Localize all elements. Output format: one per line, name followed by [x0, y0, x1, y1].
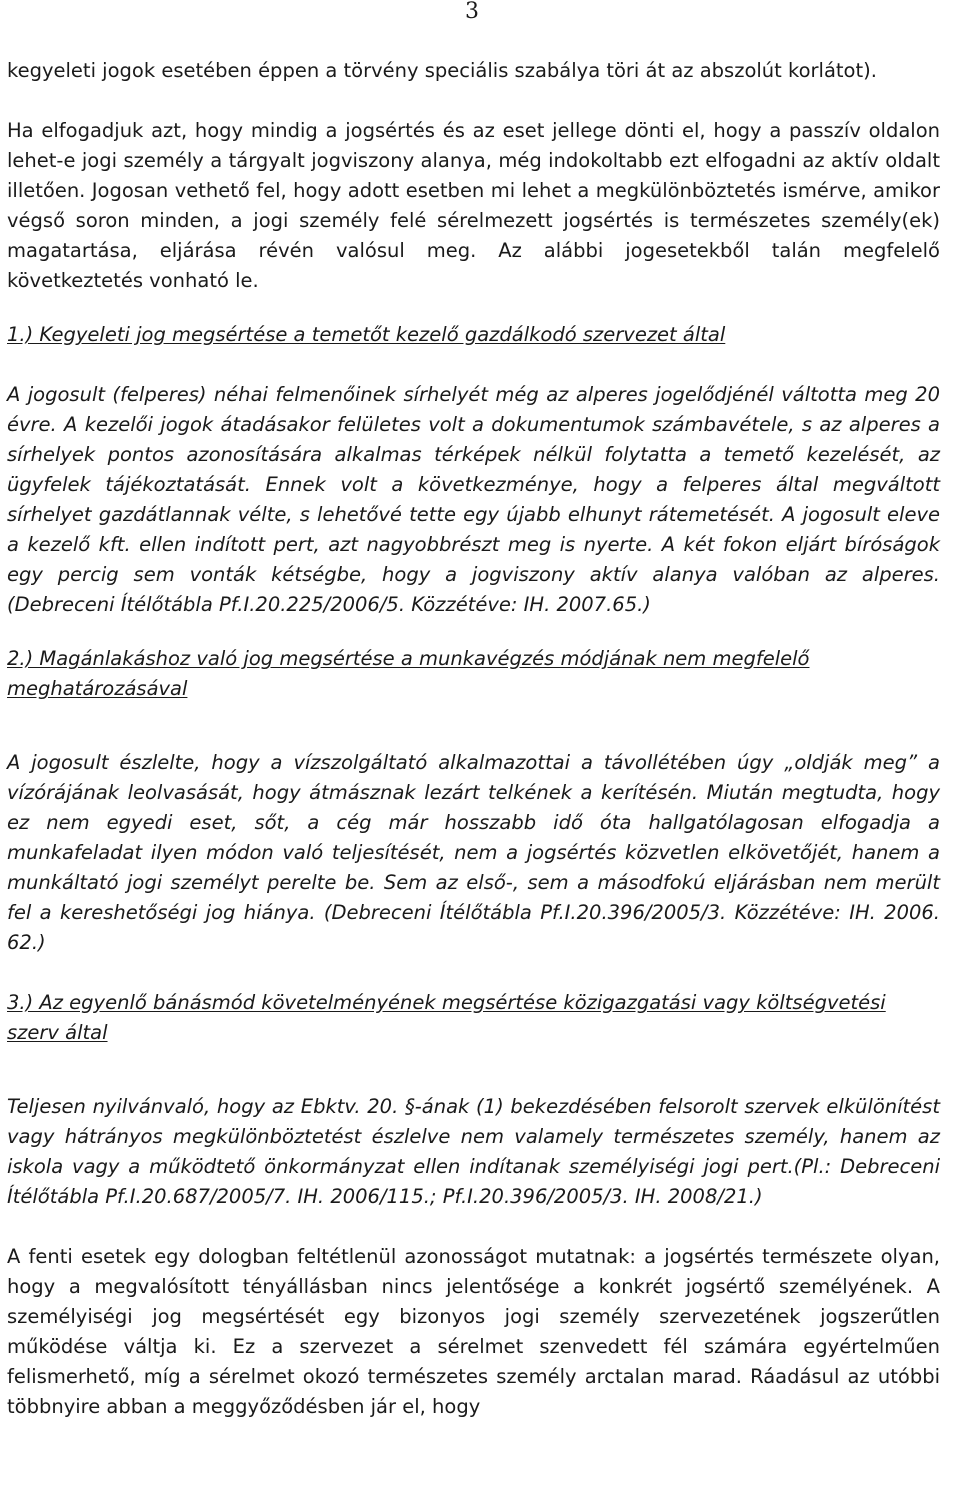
page-number: 3 [465, 0, 479, 24]
case-heading-2: 2.) Magánlakáshoz való jog megsértése a munkavégzés módjának nem megfelelő meghatározásával [7, 647, 810, 700]
paragraph-conclusion: A fenti esetek egy dologban feltétlenül azonosságot mutatnak: a jogsértés természete olyan, hogy a megvalósított tényállásban nincs jelentősége a konkrét jogsértő személyének. A személyiségi jog megsértését egy bizonyos jogi személy szervezetének jogszerűtlen működése váltja ki. Ez a szervezet a sérelmet szenvedett fél számára egyértelműen felismerhető, míg a sérelmet okozó természetes személy arctalan marad. Ráadásul az utóbbi többnyire abban a meggyőződésben jár el, hogy [7, 1245, 940, 1418]
case-heading-1: 1.) Kegyeleti jog megsértése a temetőt kezelő gazdálkodó szervezet által [7, 323, 726, 346]
case-body-2: A jogosult észlelte, hogy a vízszolgáltató alkalmazottai a távollétében úgy „oldják meg” a vízórájának leolvasását, hogy átmásznak lezárt telkének a kerítésén. Miután megtudta, hogy ez nem egyedi eset, sőt, a cég már hosszabb idő óta hallgatólagosan elfogadja a munkafeladat ilyen módon való teljesítését, nem a jogsértés közvetlen elkövetőjét, hanem a munkáltató jogi személyt perelte be. Sem az első-, sem a másodfokú eljárásban nem merült fel a kereshetőségi jog hiánya. (Debreceni Ítélőtábla Pf.I.20.396/2005/3. Közzétéve: IH. 2006. 62.) [7, 751, 940, 954]
case-body-1: A jogosult (felperes) néhai felmenőinek sírhelyét még az alperes jogelődjénél váltotta meg 20 évre. A kezelői jogok átadásakor felületes volt a dokumentumok számbavétele, s az alperes a sírhelyek pontos azonosítására alkalmas térképek nélkül folytatta a temető kezelését, az ügyfelek tájékoztatását. Ennek volt a következménye, hogy a felperes által megváltott sírhelyet gazdátlannak vélte, s lehetővé tette egy újabb elhunyt rátemetését. A jogosult eleve a kezelő kft. ellen indított pert, azt nagyobbrészt meg is nyerte. A két fokon eljárt bíróságok egy percig sem vonták kétségbe, hogy a jogviszony aktív alanya valóban az alperes. (Debreceni Ítélőtábla Pf.I.20.225/2006/5. Közzétéve: IH. 2007.65.) [7, 383, 940, 616]
paragraph-continuation: kegyeleti jogok esetében éppen a törvény speciális szabálya töri át az abszolút korlátot). [7, 59, 877, 82]
case-heading-3: 3.) Az egyenlő bánásmód követelményének megsértése közigazgatási vagy költségvetési szerv által [7, 991, 886, 1044]
case-body-3: Teljesen nyilvánvaló, hogy az Ebktv. 20. §-ának (1) bekezdésében felsorolt szervek elkülönítést vagy hátrányos megkülönböztetést észlelve nem valamely természetes személy, hanem az iskola vagy a működtető önkormányzat ellen indítanak személyiségi jogi pert.(Pl.: Debreceni Ítélőtábla Pf.I.20.687/2005/7. IH. 2006/115.; Pf.I.20.396/2005/3. IH. 2008/21.) [7, 1095, 940, 1208]
paragraph-intro: Ha elfogadjuk azt, hogy mindig a jogsértés és az eset jellege dönti el, hogy a passzív oldalon lehet-e jogi személy a tárgyalt jogviszony alanya, még indokoltabb ezt elfogadni az aktív oldalt illetően. Jogosan vethető fel, hogy adott esetben mi lehet a megkülönböztetés ismérve, amikor végső soron minden, a jogi személy felé sérelmezett jogsértés is természetes személy(ek) magatartása, eljárása révén valósul meg. Az alábbi jogesetekből talán megfelelő következtetés vonható le. [7, 119, 940, 292]
document-body [7, 56, 940, 1422]
